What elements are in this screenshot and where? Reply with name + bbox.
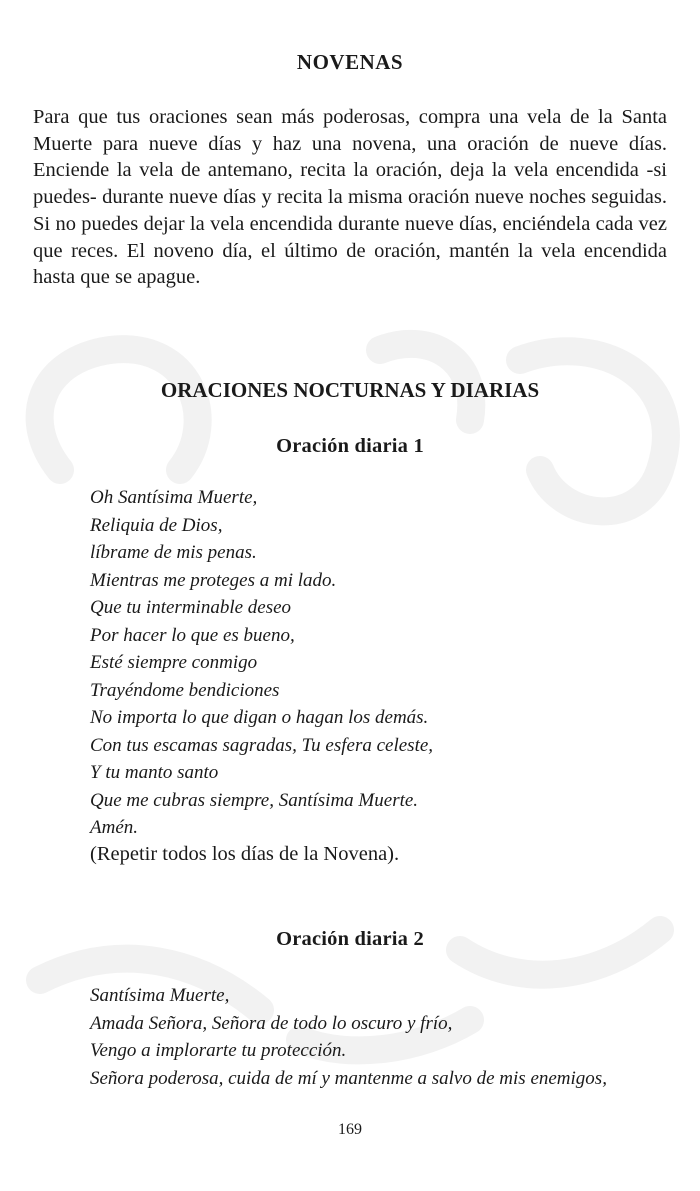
verse-line: Oh Santísima Muerte, bbox=[90, 487, 258, 508]
verse-line: Que me cubras siempre, Santísima Muerte. bbox=[90, 789, 419, 811]
prayer-1-instruction: (Repetir todos los días de la Novena). bbox=[90, 843, 400, 865]
verse-line: Mientras me proteges a mi lado. bbox=[90, 569, 337, 591]
page-number: 169 bbox=[338, 1121, 362, 1138]
verse-line: Amén. bbox=[90, 817, 139, 838]
verse-line: No importa lo que digan o hagan los demás. bbox=[90, 707, 429, 728]
verse-line: líbrame de mis penas. bbox=[90, 542, 257, 563]
verse-line: Señora poderosa, cuida de mí y mantenme a salvo de mis enemigos, bbox=[90, 1067, 607, 1089]
verse-line: Y tu manto santo bbox=[90, 762, 219, 783]
verse-line: Reliquia de Dios, bbox=[90, 514, 223, 536]
verse-line: Santísima Muerte, bbox=[90, 985, 230, 1006]
prayer-1-verse bbox=[90, 484, 670, 842]
prayer-1-title: Oración diaria 1 bbox=[276, 435, 424, 457]
novenas-paragraph: Para que tus oraciones sean más poderosas, compra una vela de la Santa Muerte para nueve días y haz una novena, una oración de nueve días. Enciende la vela de antemano, recita la oración, deja la vela encendida -si puedes- durante nueve días y recita la misma oración nueve noches seguidas. Si no puedes dejar la vela encendida durante nueve días, enciéndela cada vez que reces. El noveno día, el último de oración, mantén la vela encendida hasta que se apague. bbox=[33, 106, 667, 289]
verse-line: Amada Señora, Señora de todo lo oscuro y frío, bbox=[90, 1012, 453, 1034]
verse-line: Vengo a implorarte tu protección. bbox=[90, 1040, 347, 1061]
section-title-oraciones: ORACIONES NOCTURNAS Y DIARIAS bbox=[160, 378, 540, 402]
verse-line: Con tus escamas sagradas, Tu esfera celeste, bbox=[90, 734, 434, 756]
section-title-novenas: NOVENAS bbox=[296, 50, 404, 74]
verse-line: Por hacer lo que es bueno, bbox=[90, 624, 295, 646]
prayer-2-verse bbox=[90, 982, 670, 1092]
verse-line: Esté siempre conmigo bbox=[90, 652, 258, 673]
verse-line: Trayéndome bendiciones bbox=[90, 679, 280, 701]
prayer-2-title: Oración diaria 2 bbox=[276, 928, 424, 950]
verse-line: Que tu interminable deseo bbox=[90, 597, 292, 618]
